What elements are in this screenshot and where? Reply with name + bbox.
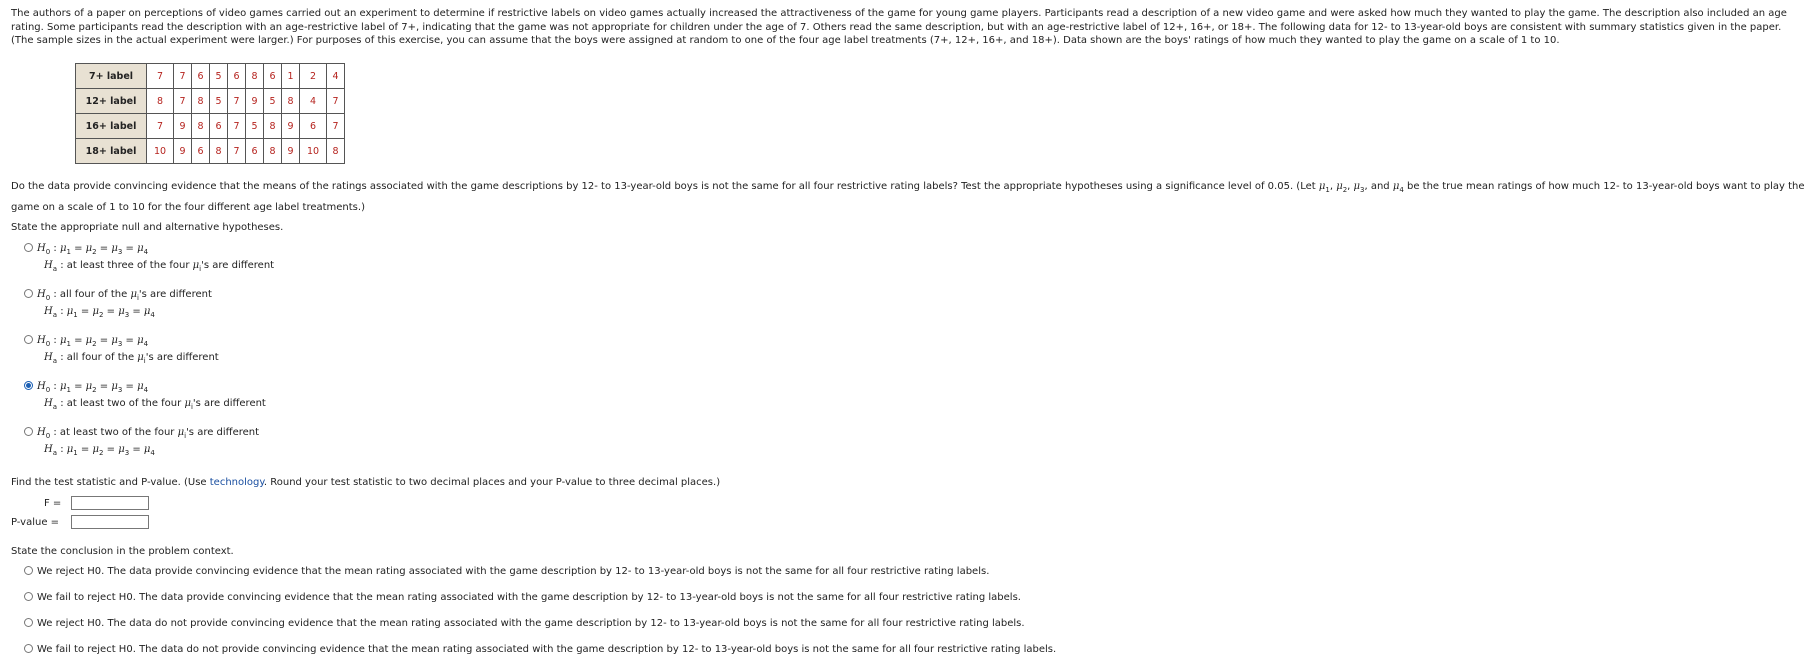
table-cell: 9 (174, 139, 192, 164)
table-cell: 8 (327, 139, 345, 164)
table-cell: 8 (147, 89, 174, 114)
hypothesis-option-2[interactable]: $H_0$ : all four of the $\mu_i's$ are different $H_a$ : $\mu_1 = \mu_2 = \mu_3 = \mu_4$ (24, 289, 212, 319)
question-text: Do the data provide convincing evidence that the means of the ratings associated with the game descriptions by 12- to 13-year-old boys is not the same for all four restrictive rating labels? Test the appropriate hypotheses using a significance level of 0.05. (Let $\mu_1$, $\mu_2$, $\mu_3$, and $\mu_4$ be the true mean ratings of how much 12- to 13-year-old boys want to play the game on a scale of 1 to 10 for the four different age label treatments.) (11, 181, 1805, 213)
f-label: F = (44, 498, 62, 509)
table-cell: 2 (300, 64, 327, 89)
table-cell: 9 (282, 114, 300, 139)
test-statistic-prompt: Find the test statistic and P-value. (Use technology. Round your test statistic to two decimal places and your P-value to three decimal places.) (11, 477, 721, 488)
row-label: 12+ label (76, 89, 147, 114)
f-statistic-input[interactable] (71, 496, 149, 510)
table-cell: 5 (264, 89, 282, 114)
table-row (76, 89, 345, 114)
radio-button[interactable] (24, 427, 33, 436)
table-cell: 9 (246, 89, 264, 114)
row-label: 16+ label (76, 114, 147, 139)
table-cell: 10 (300, 139, 327, 164)
table-row (76, 64, 345, 89)
table-cell: 7 (147, 64, 174, 89)
technology-link[interactable]: technology (209, 477, 264, 488)
table-row (76, 114, 345, 139)
table-cell: 7 (327, 114, 345, 139)
table-cell: 6 (210, 114, 228, 139)
table-cell: 6 (192, 64, 210, 89)
table-cell: 8 (246, 64, 264, 89)
p-value-label: P-value = (11, 517, 60, 528)
hypothesis-option-1[interactable]: $H_0$ : $\mu_1 = \mu_2 = \mu_3 = \mu_4$ $H_a$ : at least three of the four $\mu_i's$ are different (24, 243, 274, 273)
radio-button[interactable] (24, 618, 33, 627)
table-cell: 6 (300, 114, 327, 139)
table-cell: 9 (282, 139, 300, 164)
radio-button[interactable] (24, 566, 33, 575)
radio-button[interactable] (24, 243, 33, 252)
table-cell: 6 (192, 139, 210, 164)
table-cell: 7 (174, 89, 192, 114)
problem-intro: The authors of a paper on perceptions of video games carried out an experiment to determine if restrictive labels on video games actually increased the attractiveness of the game for young game players. Participants read a description of a new video game and were asked how much they wanted to play the game. The description also included an age rating. Some participants read the description with an age-restrictive label of 7+, indicating that the game was not appropriate for children under the age of 7. Others read the same description, but with an age-restrictive label of 12+, 16+, or 18+. The following data for 12- to 13-year-old boys are consistent with summary statistics given in the paper. (The sample sizes in the actual experiment were larger.) For purposes of this exercise, you can assume that the boys were assigned at random to one of the four age label treatments (7+, 12+, 16+, and 18+). Data shown are the boys' ratings of how much they wanted to play the game on a scale of 1 to 10. (11, 8, 1787, 46)
table-cell: 5 (210, 89, 228, 114)
table-cell: 6 (264, 64, 282, 89)
p-value-input[interactable] (71, 515, 149, 529)
table-cell: 4 (300, 89, 327, 114)
hypothesis-option-5[interactable]: $H_0$ : at least two of the four $\mu_i's$ are different $H_a$ : $\mu_1 = \mu_2 = \mu_3 = \mu_4$ (24, 427, 259, 457)
table-cell: 8 (192, 89, 210, 114)
table-cell: 5 (246, 114, 264, 139)
radio-button[interactable] (24, 644, 33, 653)
table-cell: 8 (192, 114, 210, 139)
conclusion-option-1[interactable]: We reject H0. The data provide convincing evidence that the mean rating associated with the game description by 12- to 13-year-old boys is not the same for all four restrictive rating labels. (24, 566, 989, 577)
conclusion-option-4[interactable]: We fail to reject H0. The data do not provide convincing evidence that the mean rating associated with the game description by 12- to 13-year-old boys is not the same for all four restrictive rating labels. (24, 644, 1056, 655)
row-label: 18+ label (76, 139, 147, 164)
table-cell: 9 (174, 114, 192, 139)
table-cell: 5 (210, 64, 228, 89)
radio-button-selected[interactable] (24, 381, 33, 390)
conclusion-option-2[interactable]: We fail to reject H0. The data provide convincing evidence that the mean rating associated with the game description by 12- to 13-year-old boys is not the same for all four restrictive rating labels. (24, 592, 1021, 603)
hypothesis-option-4[interactable]: $H_0$ : $\mu_1 = \mu_2 = \mu_3 = \mu_4$ $H_a$ : at least two of the four $\mu_i's$ are different (24, 381, 266, 411)
table-cell: 7 (228, 139, 246, 164)
conclusion-prompt: State the conclusion in the problem context. (11, 546, 234, 557)
hypothesis-option-3[interactable]: $H_0$ : $\mu_1 = \mu_2 = \mu_3 = \mu_4$ $H_a$ : all four of the $\mu_i's$ are different (24, 335, 219, 365)
table-cell: 7 (327, 89, 345, 114)
ratings-table (75, 63, 345, 164)
table-cell: 4 (327, 64, 345, 89)
table-cell: 7 (147, 114, 174, 139)
table-cell: 8 (210, 139, 228, 164)
table-cell: 1 (282, 64, 300, 89)
radio-button[interactable] (24, 592, 33, 601)
table-cell: 8 (282, 89, 300, 114)
conclusion-option-3[interactable]: We reject H0. The data do not provide convincing evidence that the mean rating associated with the game description by 12- to 13-year-old boys is not the same for all four restrictive rating labels. (24, 618, 1025, 629)
table-cell: 6 (228, 64, 246, 89)
table-row (76, 139, 345, 164)
radio-button[interactable] (24, 289, 33, 298)
table-cell: 8 (264, 139, 282, 164)
table-cell: 6 (246, 139, 264, 164)
table-cell: 8 (264, 114, 282, 139)
radio-button[interactable] (24, 335, 33, 344)
table-cell: 7 (174, 64, 192, 89)
table-cell: 7 (228, 89, 246, 114)
row-label: 7+ label (76, 64, 147, 89)
hypotheses-prompt: State the appropriate null and alternative hypotheses. (11, 222, 284, 233)
table-cell: 7 (228, 114, 246, 139)
table-cell: 10 (147, 139, 174, 164)
